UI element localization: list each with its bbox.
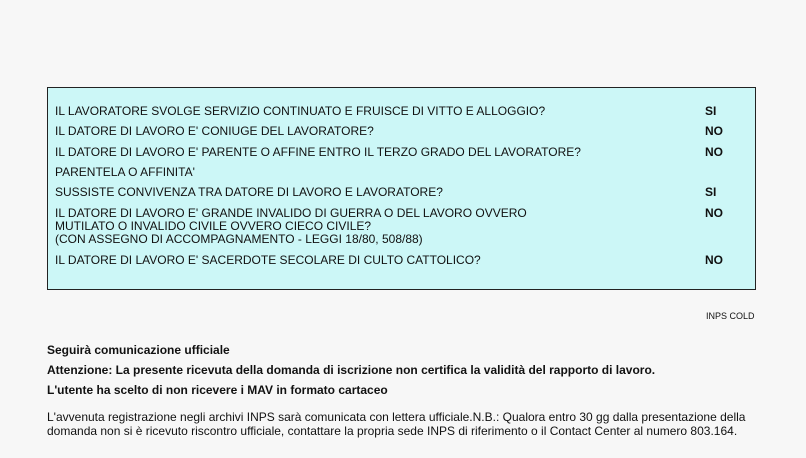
form-code: INPS COLD [706, 311, 755, 321]
question-text: IL DATORE DI LAVORO E' CONIUGE DEL LAVORATORE? [55, 124, 374, 138]
question-text: SUSSISTE CONVIVENZA TRA DATORE DI LAVORO E LAVORATORE? [55, 185, 443, 199]
official-communication-note: Seguirà comunicazione ufficiale [47, 343, 230, 357]
question-answer: NO [705, 206, 723, 220]
attention-note: Attenzione: La presente ricevuta della domanda di iscrizione non certifica la validità del rapporto di lavoro. [47, 363, 656, 377]
question-text: IL DATORE DI LAVORO E' GRANDE INVALIDO DI GUERRA O DEL LAVORO OVVERO MUTILATO O INVALIDO CIVILE OVVERO CIECO CIVILE? (CON ASSEGNO DI ACCOMPAGNAMENTO - LEGGI 18/80, 508/88) [55, 206, 527, 246]
question-answer: SI [705, 104, 717, 118]
question-answer: SI [705, 185, 717, 199]
question-text: IL LAVORATORE SVOLGE SERVIZIO CONTINUATO E FRUISCE DI VITTO E ALLOGGIO? [55, 104, 546, 118]
question-text: IL DATORE DI LAVORO E' PARENTE O AFFINE ENTRO IL TERZO GRADO DEL LAVORATORE? [55, 145, 581, 159]
question-answer: NO [705, 253, 723, 267]
question-answer: NO [705, 124, 723, 138]
registration-footer-text: L'avvenuta registrazione negli archivi INPS sarà comunicata con lettera ufficiale.N.B.: Qualora entro 30 gg dalla presentazione della domanda non si è ricevuto riscontro ufficiale, contattare la propria sede INPS di riferimento o il Contact Center al numero 803.164. [47, 410, 746, 438]
question-answer: NO [705, 145, 723, 159]
question-text: IL DATORE DI LAVORO E' SACERDOTE SECOLARE DI CULTO CATTOLICO? [55, 253, 481, 267]
mav-note: L'utente ha scelto di non ricevere i MAV in formato cartaceo [47, 383, 388, 397]
question-text: PARENTELA O AFFINITA' [55, 165, 195, 179]
questionnaire-box [47, 87, 756, 290]
